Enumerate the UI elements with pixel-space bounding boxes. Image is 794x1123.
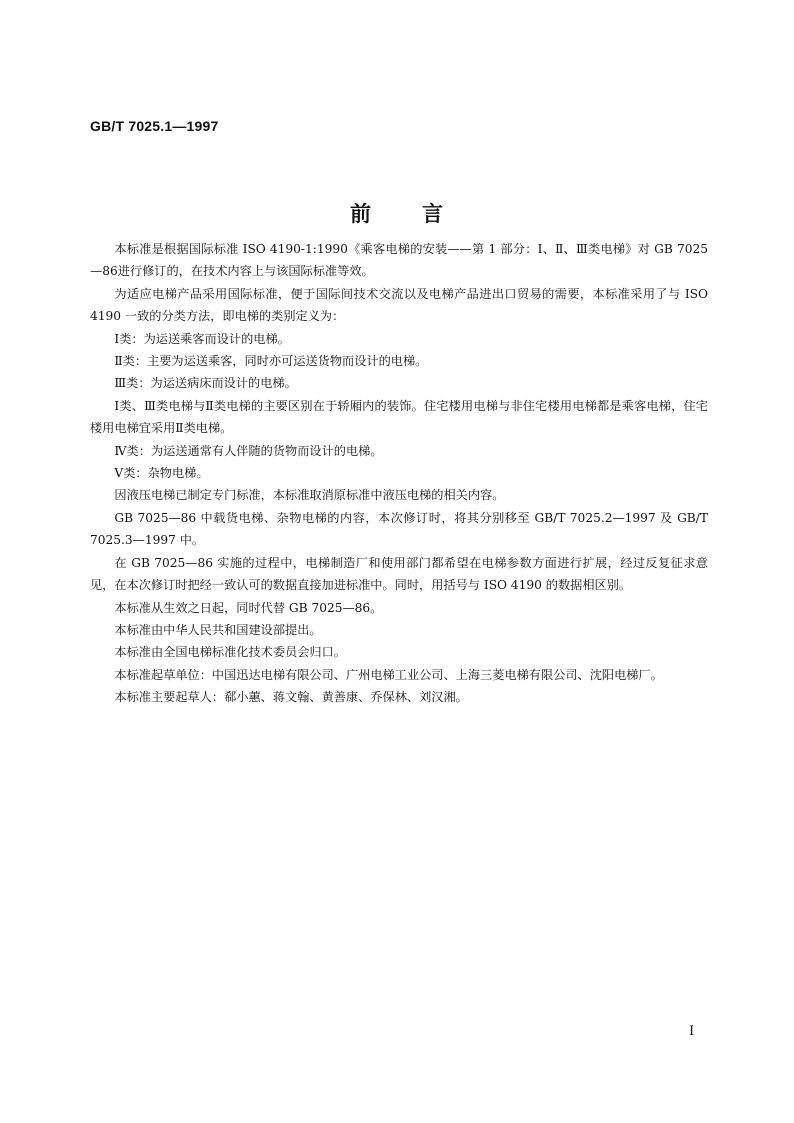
paragraph: GB 7025—86 中载货电梯、杂物电梯的内容，本次修订时，将其分别移至 GB/T 7025.2—1997 及 GB/T 7025.3—1997 中。: [90, 510, 708, 548]
paragraph: Ⅲ类：为运送病床而设计的电梯。: [114, 376, 297, 391]
page-title: [0, 198, 794, 228]
paragraph: Ⅰ类：为运送乘客而设计的电梯。: [114, 331, 290, 346]
title-char-1: 前: [350, 202, 372, 226]
paragraph: 本标准由全国电梯标准化技术委员会归口。: [114, 645, 346, 660]
standard-code: GB/T 7025.1—1997: [90, 118, 219, 134]
paragraph: 为适应电梯产品采用国际标准，便于国际间技术交流以及电梯产品进出口贸易的需要，本标准采用了与 ISO 4190 一致的分类方法，即电梯的类别定义为：: [90, 286, 708, 324]
paragraph: 在 GB 7025—86 实施的过程中，电梯制造厂和使用部门都希望在电梯参数方面进行扩展，经过反复征求意见，在本次修订时把经一致认可的数据直接加进标准中。同时，用括号与 ISO 4190 的数据相区别。: [90, 555, 708, 593]
foreword-body: [90, 238, 708, 709]
paragraph: Ⅱ类：主要为运送乘客，同时亦可运送货物而设计的电梯。: [114, 354, 428, 369]
paragraph: Ⅰ类、Ⅲ类电梯与Ⅱ类电梯的主要区别在于轿厢内的装饰。住宅楼用电梯与非住宅楼用电梯都是乘客电梯，住宅楼用电梯宜采用Ⅱ类电梯。: [90, 398, 708, 436]
paragraph: 本标准主要起草人：郗小蕙、蒋文翰、黄善康、乔保林、刘汉湘。: [114, 690, 468, 705]
paragraph: 本标准从生效之日起，同时代替 GB 7025—86。: [114, 600, 383, 615]
page-number: Ⅰ: [689, 1023, 695, 1038]
title-char-2: 言: [422, 202, 444, 226]
paragraph: Ⅴ类：杂物电梯。: [114, 466, 209, 481]
paragraph: 本标准由中华人民共和国建设部提出。: [114, 622, 322, 637]
paragraph: 因液压电梯已制定专门标准，本标准取消原标准中液压电梯的相关内容。: [114, 488, 505, 503]
paragraph: Ⅳ类：为运送通常有人伴随的货物而设计的电梯。: [114, 443, 383, 458]
paragraph: 本标准起草单位：中国迅达电梯有限公司、广州电梯工业公司、上海三菱电梯有限公司、沈阳电梯厂。: [114, 667, 663, 682]
paragraph: 本标准是根据国际标准 ISO 4190-1:1990《乘客电梯的安装——第 1 部分：Ⅰ、Ⅱ、Ⅲ类电梯》对 GB 7025—86进行修订的，在技术内容上与该国际标准等效。: [90, 242, 708, 279]
